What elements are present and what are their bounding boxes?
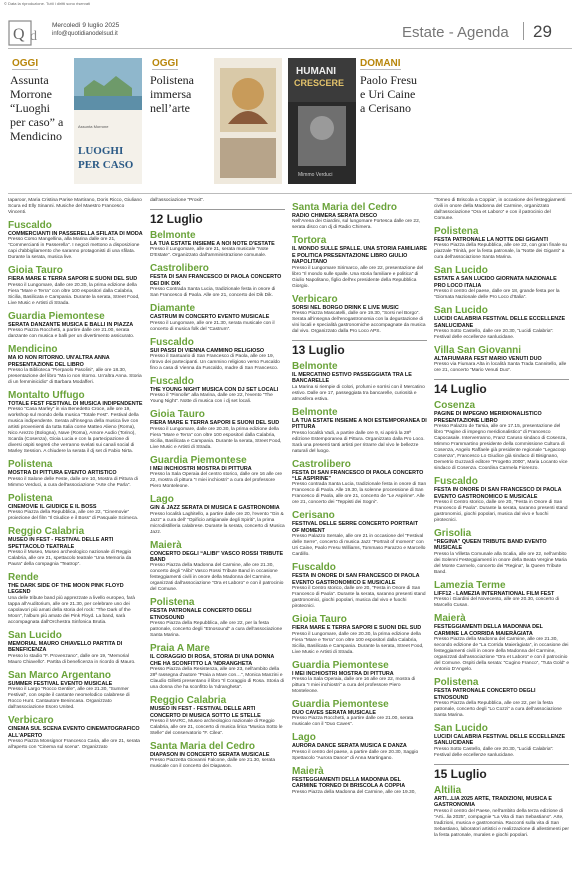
event-description: Presso Piazza della Madonna del Carmine, alle ore 21.30, secondo edizione de “La Corrida Maieràgiata”, in occasione dei festeggiamenti civili in onore della Madonna del Carmine, organizzati dall'associazione “Ora et Laboro” e con il patrocinio del Comune. Ospiti della serata: “Cugino Franco”, “Tuta Gold” e Antonio D'Angelo. — [434, 637, 569, 673]
event-description: Presso il Centro storico, dalle ore 20, “Festa in Onore di San Francesco di Paola”. Durante la serata, saranno presenti stand gastronomici, giochi popolari, musica dal vivo e fuochi pirotecnici. — [434, 500, 568, 524]
event-description: Presso il Lungomare, dalle ore 20.30, la prima edizione della Fiera “Mare e Terra” con oltre 100 espositori dalla Calabria, Sicilia, Basilicata e Campania. Durante la serata, Street Food, Live Music e Artisti di Strada. — [150, 426, 282, 450]
event-description: La Marina si riempie di colori, profumi e sorrisi con il Mercatino estivo. Dalle ore 17, passeggiata tra bancarelle, curiosità e atmosfera estiva. — [292, 384, 425, 402]
svg-text:Assunta Morrone: Assunta Morrone — [78, 124, 109, 129]
event-heading: SUI PASSI DI VIENNA CAMMINO RELIGIOSO — [150, 347, 265, 354]
event-city: Gioia Tauro — [292, 614, 347, 626]
event-heading: “REGINA” QUEEN TRIBUTE BAND EVENTO MUSICALE — [434, 539, 547, 552]
event-city: Mendicino — [8, 344, 58, 356]
event-city: Polistena — [434, 677, 479, 689]
event-city: Montalto Uffugo — [8, 390, 85, 402]
event-city: San Lucido — [434, 722, 488, 734]
event-city: Lago — [150, 494, 174, 506]
event-description: Presso il Centro storico, dalle ore 20, “Festa in Onore di San Francesco di Paola”. Durante la serata, saranno presenti stand gastronomici, giochi popolari, musica dal vivo e fuochi pirotecnici. — [292, 586, 426, 610]
event-city: Belmonte — [292, 361, 338, 373]
event-description: Presso Palazzo Sersale, alle ore 21 in occasione del “Festival delle Serre”, concerto di musica Jazz “Portrait of moment” con Uri Caine, Paolo Fresu Williams, Tommaso Parazzo e Marcello Cardillo. — [292, 534, 426, 558]
day-heading: 12 Luglio — [150, 209, 285, 226]
event-heading: FESTA DI SAN FRANCESCO DI PAOLA CONCERTO DEI DIK DIK — [150, 274, 282, 287]
event-heading: ARTI...LIA 2025 ARTE, TRADIZIONI, MUSICA E GASTRONOMIA — [434, 795, 553, 809]
event-description: Presso Piazza Monsignor Francesco Caria, alle ore 21, serata all'aperto con “Cinema sul scena”. Organizzato — [8, 738, 140, 750]
event-heading: ESTATE A SAN LUCIDO GIORNATA NAZIONALE PRO LOCO ITALIA — [434, 276, 557, 289]
event-city: Castrolibero — [150, 263, 209, 275]
event-city: Fuscaldo — [150, 336, 194, 348]
event-description: Presso Piazzetta Giovanni Falcone, dalle ore 21.30, serata musicale con il concerto dei Diapason. — [150, 758, 276, 770]
event-city: Polistena — [150, 597, 195, 609]
section-title: Estate - Agenda — [402, 24, 509, 41]
event-heading: DIAPASON IN CONCERTO SERATA MUSICALE — [150, 751, 270, 758]
event-city: Maierà — [292, 765, 324, 777]
book-cover-image — [74, 58, 142, 184]
event-city: San Lucido — [8, 629, 62, 641]
contact-email: info@quotidianodelsud.it — [52, 31, 118, 37]
event-heading: CINEMOVIE IL GIUDICE E IL BOSS — [8, 503, 97, 510]
event-city: Belmonte — [150, 230, 196, 241]
event-description: Presso Piazza della Repubblica, alle ore 22, per la festa patronale, concerto degli “Lo Cozzi” a cura dell'associazione Santa Marina. — [434, 700, 562, 718]
event-heading: THE YOUNG NIGHT MUSICA CON DJ SET LOCALI — [150, 387, 279, 394]
event-description: Presso il Museo, Museo archeologico nazionale di Reggio Calabria, alle ore 21, spettacolo teatrale “Una Memoria da Paura” della compagnia “Teatrop”. — [8, 550, 132, 568]
event-city: Polistena — [8, 492, 53, 504]
publication-date — [52, 22, 119, 38]
event-description: Presso il centro del paese, dalle ore 18, grande festa per la “Giornata Nazionale delle Pro Loco d'Italia”. — [434, 289, 560, 301]
event-description: Iaparoor, Maria Cristina Parise Martirano, Doris Ricco, Giuliano Scura ed Elly Sinanni. Musiche del Maestro Francesco Vincenti. — [8, 198, 142, 215]
event-city: Grisolia — [434, 528, 472, 540]
agenda-column-4 — [434, 198, 569, 839]
event-city: Belmonte — [292, 406, 338, 418]
event-description: Presso Piazza della Resistenza, alle ore 23, nell'ambito della 28ª rassegna d'autore “Praia a Mare con…”, Monica Manzini e Claudio Gilletti presentano il libro “Il Coraggio di Rosa. Storia di una donna che ha sconfitto la 'ndrangheta”. — [150, 667, 285, 691]
event-description: Presso via Fiumara Alta in località Santa Trada Cannitello, alle ore 21, concerto “Mario Venuti Duo”. — [434, 362, 567, 374]
event-description: Presso la Sala Operaia, dalle ore 16 alle ore 22, mostra di pittura “I miei inchiostri” a cura del professore Piero Monteleone. — [292, 676, 416, 694]
event-description: Presso Sotto Castello, dalle ore 20.30, “Lucidi Calabria”: Festival delle eccellenze sanlucidane. — [434, 329, 554, 341]
event-heading: THE DARK SIDE OF THE MOON PINK FLOYD LEGEND — [8, 583, 124, 596]
event-description: Presso il centro del Paese, nell'ambito della terza edizione di “Arti...lia 2025”, compagnie “La Vita di San Sebastiano”. Arte, tradizioni, musica e gastronomia. Racconti sulla vita di San Sebastiano, laboratori artistici e realizzazione di allestimenti per la festa patronale, murales e giochi popolari. — [434, 808, 569, 838]
event-description: Presso i Giardini del Novecento, alle ore 20.30, concerto di Marcello Cusan. — [434, 597, 560, 609]
date-text: Mercoledì 9 luglio 2025 — [52, 22, 120, 29]
event-heading: CASTRUM IN CONCERTO EVENTO MUSICALE — [150, 314, 270, 321]
event-heading: DUO CAVES SERATA MUSICALE — [292, 709, 376, 716]
event-city: Maierà — [434, 613, 466, 625]
event-heading: GIN & JAZZ SERATA DI MUSICA E GASTRONOMIA — [150, 505, 280, 512]
teaser-label: OGGI — [12, 58, 39, 69]
event-city: Lamezia Terme — [434, 579, 506, 591]
event-description: Presso il Salone delle Feste, dalle ore 10, Mostra di Pittura di Mimmo Verduci, a cura dell'associazione “Arte che Parla”. — [8, 476, 138, 488]
event-heading: FESTEGGIAMENTI DELLA MADONNA DEL CARMINE TORNEO DI BRISCOLA A COPPIA — [292, 776, 406, 790]
copyright-notice: © Data la riproduzione. Tutti i diritti sono riservati — [4, 1, 91, 6]
event-description: Presso località Vadi, a partire dalle ore 9, si aprirà la 28ª edizione Estemporanea di Pittura. Organizzato dalla Pro Loco. Sarà una presenti tanti artisti per ritrarre dal vivo le bellezze naturali del luogo. — [292, 430, 425, 454]
header-divider — [523, 22, 524, 40]
event-heading: FESTEGGIAMENTI DELLA MADONNA DEL CARMINE LA CORRIDA MAIERÀGIATA — [434, 624, 543, 637]
event-city: Gioia Tauro — [150, 409, 205, 421]
svg-text:Q: Q — [13, 26, 25, 43]
event-city: Praia A Mare — [150, 643, 210, 655]
event-city: Diamante — [150, 303, 196, 315]
agenda-column-2 — [150, 198, 285, 770]
event-description: Presso il “Pinnolle” alla Marina, dalle ore 22, l'evento “The Young Night”. Notte di musica con i dj set locali. — [150, 393, 273, 405]
event-heading: MA IO NON RITORNO. UN'ALTRA ANNA PRESENTAZIONE DEL LIBRO — [8, 355, 110, 368]
event-city: Villa San Giovanni — [434, 345, 522, 357]
day-heading: 13 Luglio — [292, 340, 427, 357]
teaser-fresu-caine[interactable] — [288, 58, 424, 186]
event-city: San Lucido — [434, 265, 488, 277]
event-city: Altilia — [434, 784, 462, 796]
newspaper-logo — [8, 20, 44, 46]
event-heading: LA TUA ESTATE INSIEME A NOI ESTEMPORANEA DI PITTURA — [292, 417, 427, 431]
event-heading: COMMERCIANTI IN PASSERELLA SFILATA DI MODA — [8, 231, 143, 237]
event-heading: IL MONDO SULLE SPALLE. UNA STORIA FAMILIARE E POLITICA PRESENTAZIONE LIBRO GIULIO NAPOLITANO — [292, 246, 427, 266]
event-heading: FESTA IN ONORE DI SAN FRANCESCO DI PAOLA EVENTO GASTRONOMICO E MUSICALE — [292, 573, 420, 586]
agenda-column-1 — [8, 198, 143, 751]
event-description: Presso Piazza della Madonna del Carmine, alle ore 19.30, — [292, 789, 416, 795]
event-city: Rende — [8, 572, 39, 584]
event-city: Guardia Piemontese — [150, 454, 247, 466]
event-city: Reggio Calabria — [8, 526, 85, 538]
event-description: Presso la Sala Operaia del centro storico, dalle ore 16 alle ore 22, mostra di pittura “I miei inchiostri” a cura del professore Piero Monteleone. — [150, 472, 282, 490]
event-heading: FESTA DI SAN FRANCESCO DI PAOLA CONCERTO “LE ASPIRINE” — [292, 469, 424, 483]
event-description: Presso il MArRC, Museo archeologico nazionale di Reggio Calabria, alle ore 21, concerto di musica lirica “Musica Sotto le Stelle” del conservatorio “F. Cilea”. — [150, 718, 283, 736]
art-exhibition-image — [214, 58, 282, 184]
event-description: Presso lo stadio “F. Provenzano”, dalle ore 19, “Memorial Mauro Chiavello”. Partita di beneficenza in ricordo di Mauro. — [8, 653, 136, 665]
teaser-title: Paolo Fresu e Uri Caine a Cerisano — [360, 73, 417, 115]
event-city: Santa Maria del Cedro — [150, 740, 256, 752]
event-heading: FESTA PATRONALE CONCERTO DEGLI ETNOSOUND — [434, 688, 536, 701]
teaser-title: Assunta Morrone “Luoghi per caso” a Mendicino — [10, 73, 64, 143]
event-heading: MUSEO IN FEST - FESTIVAL DELLE ARTI CONCERTO DI MUSICA SOTTO LE STELLE — [150, 706, 261, 719]
event-description: “Torneo di Briscola a Coppia”, in occasione dei festeggiamenti civili in onore della Madonna del Carmine, organizzato dall'associazione “Ora et Laboro” e con il patrocinio del Comune. — [434, 198, 566, 221]
event-heading: CONCERTO DEGLI “ALIBI” VASCO ROSSI TRIBUTE BAND — [150, 550, 284, 564]
event-city: Guardia Piemontese — [292, 659, 389, 671]
day-heading: 15 Luglio — [434, 764, 569, 781]
event-city: Guardia Piemontese — [8, 310, 105, 322]
event-description: Presso la Villetta Comunale alla Scalia, alle ore 22, nell'ambito dei Solenni Festeggiamenti in onore della Beata Vergine Maria del Monte Carmelo, concerto dei “Regina”, la Queen Tribute Band. — [434, 551, 567, 575]
teaser-title: Polistena immersa nell’arte — [150, 73, 194, 115]
teaser-rule — [8, 193, 572, 194]
event-heading: RADIO CHIMERA SERATA DISCO — [292, 213, 378, 219]
event-description: Presso il Lungomare Sirimarco, alle ore 22, presentazione del libro “Il mondo sulle spalle. Una storia familiare e politica” di Giulio Napolitano, figlio dell'ex presidente della Repubblica Giorgio. — [292, 265, 424, 289]
event-description: Presso Piazza Mascatelli, dalle ore 19.30, “Sorsi nel Borgo”. Serata all'insegna dell'enogastronomia con la degustazione di vini locali e specialità gastronomiche accompagnate da musica dal vivo. Organizzato dalla Pro Loco APS. — [292, 311, 426, 335]
event-city: Reggio Calabria — [150, 695, 227, 707]
event-heading: IL CORAGGIO DI ROSA, STORIA DI UNA DONNA CHE HA SCONFITTO LA 'NDRANGHETA — [150, 654, 275, 667]
event-heading: LA TUA ESTATE INSIEME A NOI NOTE D'ESTATE — [150, 241, 275, 247]
event-city: Polistena — [434, 226, 479, 237]
event-heading: ALTAFIUMARA FEST MARIO VENUTI DUO — [434, 356, 542, 363]
event-city: Verbicaro — [8, 715, 54, 727]
event-heading: FIERA MARE E TERRA SAPORI E SUONI DEL SUD — [150, 420, 280, 427]
event-heading: LIFF12 - LAMEZIA INTERNATIONAL FILM FEST — [434, 590, 555, 597]
page-number: 29 — [533, 22, 552, 41]
event-city: Fuscaldo — [434, 476, 478, 488]
event-city: San Lucido — [434, 305, 488, 317]
event-city: Maierà — [150, 539, 182, 551]
event-heading: MUSEO IN FEST - FESTIVAL DELLE ARTI SPETTACOLO TEATRALE — [8, 537, 114, 550]
event-description: Presso Corso Mangellina, alla Marina dalle ore 21, “Commercianti in Passerella”. I negozi mettono a disposizione capi d'abbigliamento che saranno protagonisti di una sfilata. Durante la serata, musica live. — [8, 237, 140, 261]
event-description: Presso la Biblioteca “Pierpaolo Pasolini”, alle ore 18.30, presentazione del libro “Ma io non ritorno. Un'altra Anna. Storia di un femminicidio” di Barbara Modafferi. — [8, 368, 142, 386]
event-city: Fuscaldo — [292, 562, 336, 574]
event-description: Presso Piazza della Repubblica, alle ore 22, con gran finale su piazzale Trinità, per la festa patronale, la “Notte dei Giganti” a cura dell'associazione Santa Marina. — [434, 243, 568, 261]
event-description: Presso “Casa Marley” in via Benedetto Croce, alle ore 19, workshop sul mondo della musica “Totale Fest”. Festival della musica indipendente. Serata all'insegna della musica live con artisti provenienti da tutta Italia come Matteo Alieno (Roma), Nico Arezzo (Bologna), Nave (Roma), Amore Audio (Torino), Scarda (Cosenza), Gioia Lucia e con la partecipazione di diversi ospiti segreti che verranno svelati sui canali social di Marley Session. A chiudere la serata il dj set di Fabio Nirta. — [8, 407, 139, 455]
event-heading: LUCIDI CALABRIA FESTIVAL DELLE ECCELLENZE SANLUCIDANE — [434, 733, 566, 747]
event-description: Presso località Laghitello, a partire dalle ore 20, l'evento “Gin & Jazz” a cura dell' “Opificio artigianale degli Spiriti”, la prima microdistilleria calabrese. Durante la serata, concerto di Musica Jazz. — [150, 511, 285, 535]
event-city: Lago — [292, 732, 316, 744]
teaser-polistena[interactable] — [148, 58, 284, 186]
event-heading: I MEI INCHIOSTRI MOSTRA DI PITTURA — [292, 670, 394, 677]
teaser-morrone[interactable] — [8, 58, 144, 186]
event-description: Nell'Arena dei Giardini, sul lungomare Fortesca dalle ore 22, serata disco con dj di Radio Chimera. — [292, 219, 421, 231]
event-city: Tortora — [292, 235, 327, 247]
event-description: Presso Piazza della Repubblica, alle ore 22, “Cinemovie” proiezione del film “Il Giudice e il Boss” di Pasquale Scimeca. — [8, 510, 139, 522]
agenda-column-3 — [292, 198, 427, 796]
event-city: Polistena — [8, 459, 53, 471]
event-heading: MOSTRA DI PITTURA EVENTO ARTISTICO — [8, 470, 117, 477]
event-description: Presso Piazza della Madonna del Carmine, alle ore 21.30, concerto degli “Alibi” Vasco Rossi Tribute Band in occasione festeggiamenti civili in onore della Madonna del Carmine, organizzati dall'associazione “Ora et Laboro” e con il patrocinio del Comune. — [150, 563, 284, 593]
page-header — [0, 20, 580, 46]
event-description: Presso il Lungomare, alle ore 21.30, serata musicale con il concerto di musica folk del “Castrum”. — [150, 320, 275, 332]
event-description: Presso Piazza Rocchetti, a partire dalle ore 21.00, serata musicale con il “Duo Caves”. — [292, 716, 414, 728]
event-description: Una delle tribute band più apprezzate a livello europeo, farà tappa all'Auditorium, alle ore 21.30, per celebrare uno dei capolavori più amati della storia del rock: “The Dark of the Moon”, l'album più amato dei Pink Floyd. La band, sarà accompagnata dall'Orchestra Sinfonica Brutia. — [8, 595, 135, 625]
event-heading: LUCIDI CALABRIA FESTIVAL DELLE ECCELLENZE SANLUCIDANE — [434, 316, 566, 329]
day-heading: 14 Luglio — [434, 379, 569, 396]
event-description: Presso il Santuario di San Francesco di Paola, alle ore 19, ritrovo dei partecipanti. Un cammino religioso verso Fuscaldo fino a casa di Vienna da Fuscaldo, madre di San Francesco. — [150, 354, 280, 372]
svg-text:d: d — [30, 29, 37, 44]
concert-poster-image — [288, 58, 356, 184]
cover-title-line2: PER CASO — [78, 159, 134, 171]
event-heading: AURORA DANCE SERATA MUSICA E DANZA — [292, 743, 407, 750]
event-heading: FESTA IN ONORE DI SAN FRANCESCO DI PAOLA EVENTO GASTRONOMICO E MUSICALE — [434, 487, 562, 500]
event-city: Cosenza — [434, 400, 476, 412]
cover-title-line1: LUOGHI — [78, 145, 124, 157]
event-description: dall'associazione “Proxit”. — [150, 198, 205, 203]
svg-text:Mimmo Verduci: Mimmo Verduci — [298, 172, 333, 178]
teaser-label: OGGI — [152, 58, 179, 69]
event-city: Fuscaldo — [8, 220, 52, 231]
event-description: Presso Palazzo de Tarsia, alle ore 17.15, presentazione del libro “Pagine di impegno meridionalistico” di Francesco Capocasale. Interverranno, Franz Caruso sindaco di Cosenza, Mimmo Frammartino presidente della commissione Cultura di Cosenza, Angelo Raffaele già presidente regionale “Legacoop Cosenza”, Francesco Lo Giudice già sindaco di Bisignano, Demetrio Guzzardi editore “Progetto 2000”, Maria Locanto vice sindaco di Cosenza. Coordina Carmela Fiorenzo. — [434, 424, 568, 472]
event-description: Presso contrada Santa Lucia, tradizionale festa in onore di San Francesco di Paola. Alle 19.30, la solenne processione di San Francesco di Paola, alle ore 21, concerto de “Le Aspirine”. Alle ore 21, concerto dei “Teppisti dei Sogni”. — [292, 482, 427, 506]
event-description: Presso il centro del paese, a partire dalle ore 20.30, Saggio Spettacolo “Aurora Dance” di Anna Martingano. — [292, 749, 419, 761]
event-heading: FESTA PATRONALE CONCERTO DEGLI ETNOSOUND — [150, 608, 252, 621]
event-heading: TOTALE FEST FESTIVAL DI MUSICA INDIPENDENTE — [8, 401, 143, 408]
event-heading: PAGINE DI IMPEGNO MERIDIONALISTICO PRESENTAZIONE LIBRO — [434, 411, 542, 424]
event-city: Guardia Piemontese — [292, 698, 389, 710]
event-description: Presso Piazza Rocchetti, a partire dalle ore 21.00, serata danzante con musica e balli per un divertimento assicurato. — [8, 328, 135, 340]
event-description: Presso il Lungomare, alle ore 21, serata musicale “Note D'Estate”. Organizzato dall'amministrazione comunale. — [150, 247, 269, 259]
event-heading: CINEMA SUL SCENA EVENTO CINEMATOGRAFICO ALL'APERTO — [8, 726, 140, 739]
event-heading: SUMMER FESTIVAL EVENTO MUSICALE — [8, 680, 113, 687]
event-description: Presso Piazza della Repubblica, alle ore 22, per la festa patronale, concerto degli “Etnosound” a cura dell'associazione Santa Marina. — [150, 621, 283, 639]
event-heading: FESTIVAL DELLE SERRE CONCERTO PORTRAIT OF MOMENT — [292, 521, 419, 534]
event-heading: MEMORIAL MAURO CHIAVELLO PARTITA DI BENEFICENZA — [8, 640, 123, 654]
event-city: Castrolibero — [292, 458, 351, 470]
event-city: Verbicaro — [292, 293, 338, 305]
event-heading: FIERA MARE E TERRA SAPORI E SUONI DEL SUD — [292, 625, 422, 632]
event-description: Presso Contrada Santa Lucia, tradizionale festa in onore di San Francesco di Paola. Alle ore 21, concerto dei Dik Dik. — [150, 287, 276, 299]
teaser-label: DOMANI — [360, 58, 401, 69]
event-city: San Marco Argentano — [8, 669, 111, 681]
event-city: Fuscaldo — [150, 376, 194, 388]
event-city: Santa Maria del Cedro — [292, 202, 398, 213]
event-description: Presso il Lungomare, dalle ore 20.30, la prima edizione della Fiera “Mare e Terra” con oltre 100 espositori dalla Calabria, Sicilia, Basilicata e Campania. Durante la serata, Street Food, Live Music e Artisti di Strada. — [8, 282, 140, 306]
event-description: Presso Sotto Castello, dalle ore 20.30, “Lucidi Calabria”: Festival delle eccellenze sanlucidane. — [434, 746, 554, 758]
svg-text:HUMANI: HUMANI — [296, 66, 336, 77]
event-heading: SERATA DANZANTE MUSICA E BALLI IN PIAZZA — [8, 321, 134, 328]
event-heading: IL MERCATINO ESTIVO PASSEGGIATA TRA LE BANCARELLE — [292, 372, 412, 385]
top-rule — [8, 48, 572, 49]
event-city: Cerisano — [292, 510, 335, 522]
event-heading: FIERA MARE E TERRA SAPORI E SUONI DEL SUD — [8, 276, 138, 283]
svg-text:CRESCERE: CRESCERE — [294, 78, 345, 88]
event-heading: FESTA PATRONALE LA NOTTE DEI GIGANTI — [434, 237, 548, 243]
event-city: Gioia Tauro — [8, 265, 63, 277]
event-description: Presso il Lungomare, dalle ore 20.30, la prima edizione della Fiera “Mare e Terra” con oltre 100 espositori dalla Calabria, Sicilia, Basilicata e Campania. Durante la serata, Street Food, Live Music e Artisti di Strada. — [292, 631, 424, 655]
event-heading: I MEI INCHIOSTRI MOSTRA DI PITTURA — [150, 465, 252, 472]
event-heading: SORSI NEL BORGO DRINK E LIVE MUSIC — [292, 304, 399, 311]
event-description: Presso il Largo “Rocco Gentile”, alle ore 21.30, “Summer Festival”, con ospite il cantante neomelodico calabrese di Rocco Hunt. Cantautore Benincasa. Organizzato dall'associazione Esoro United. — [8, 687, 130, 711]
